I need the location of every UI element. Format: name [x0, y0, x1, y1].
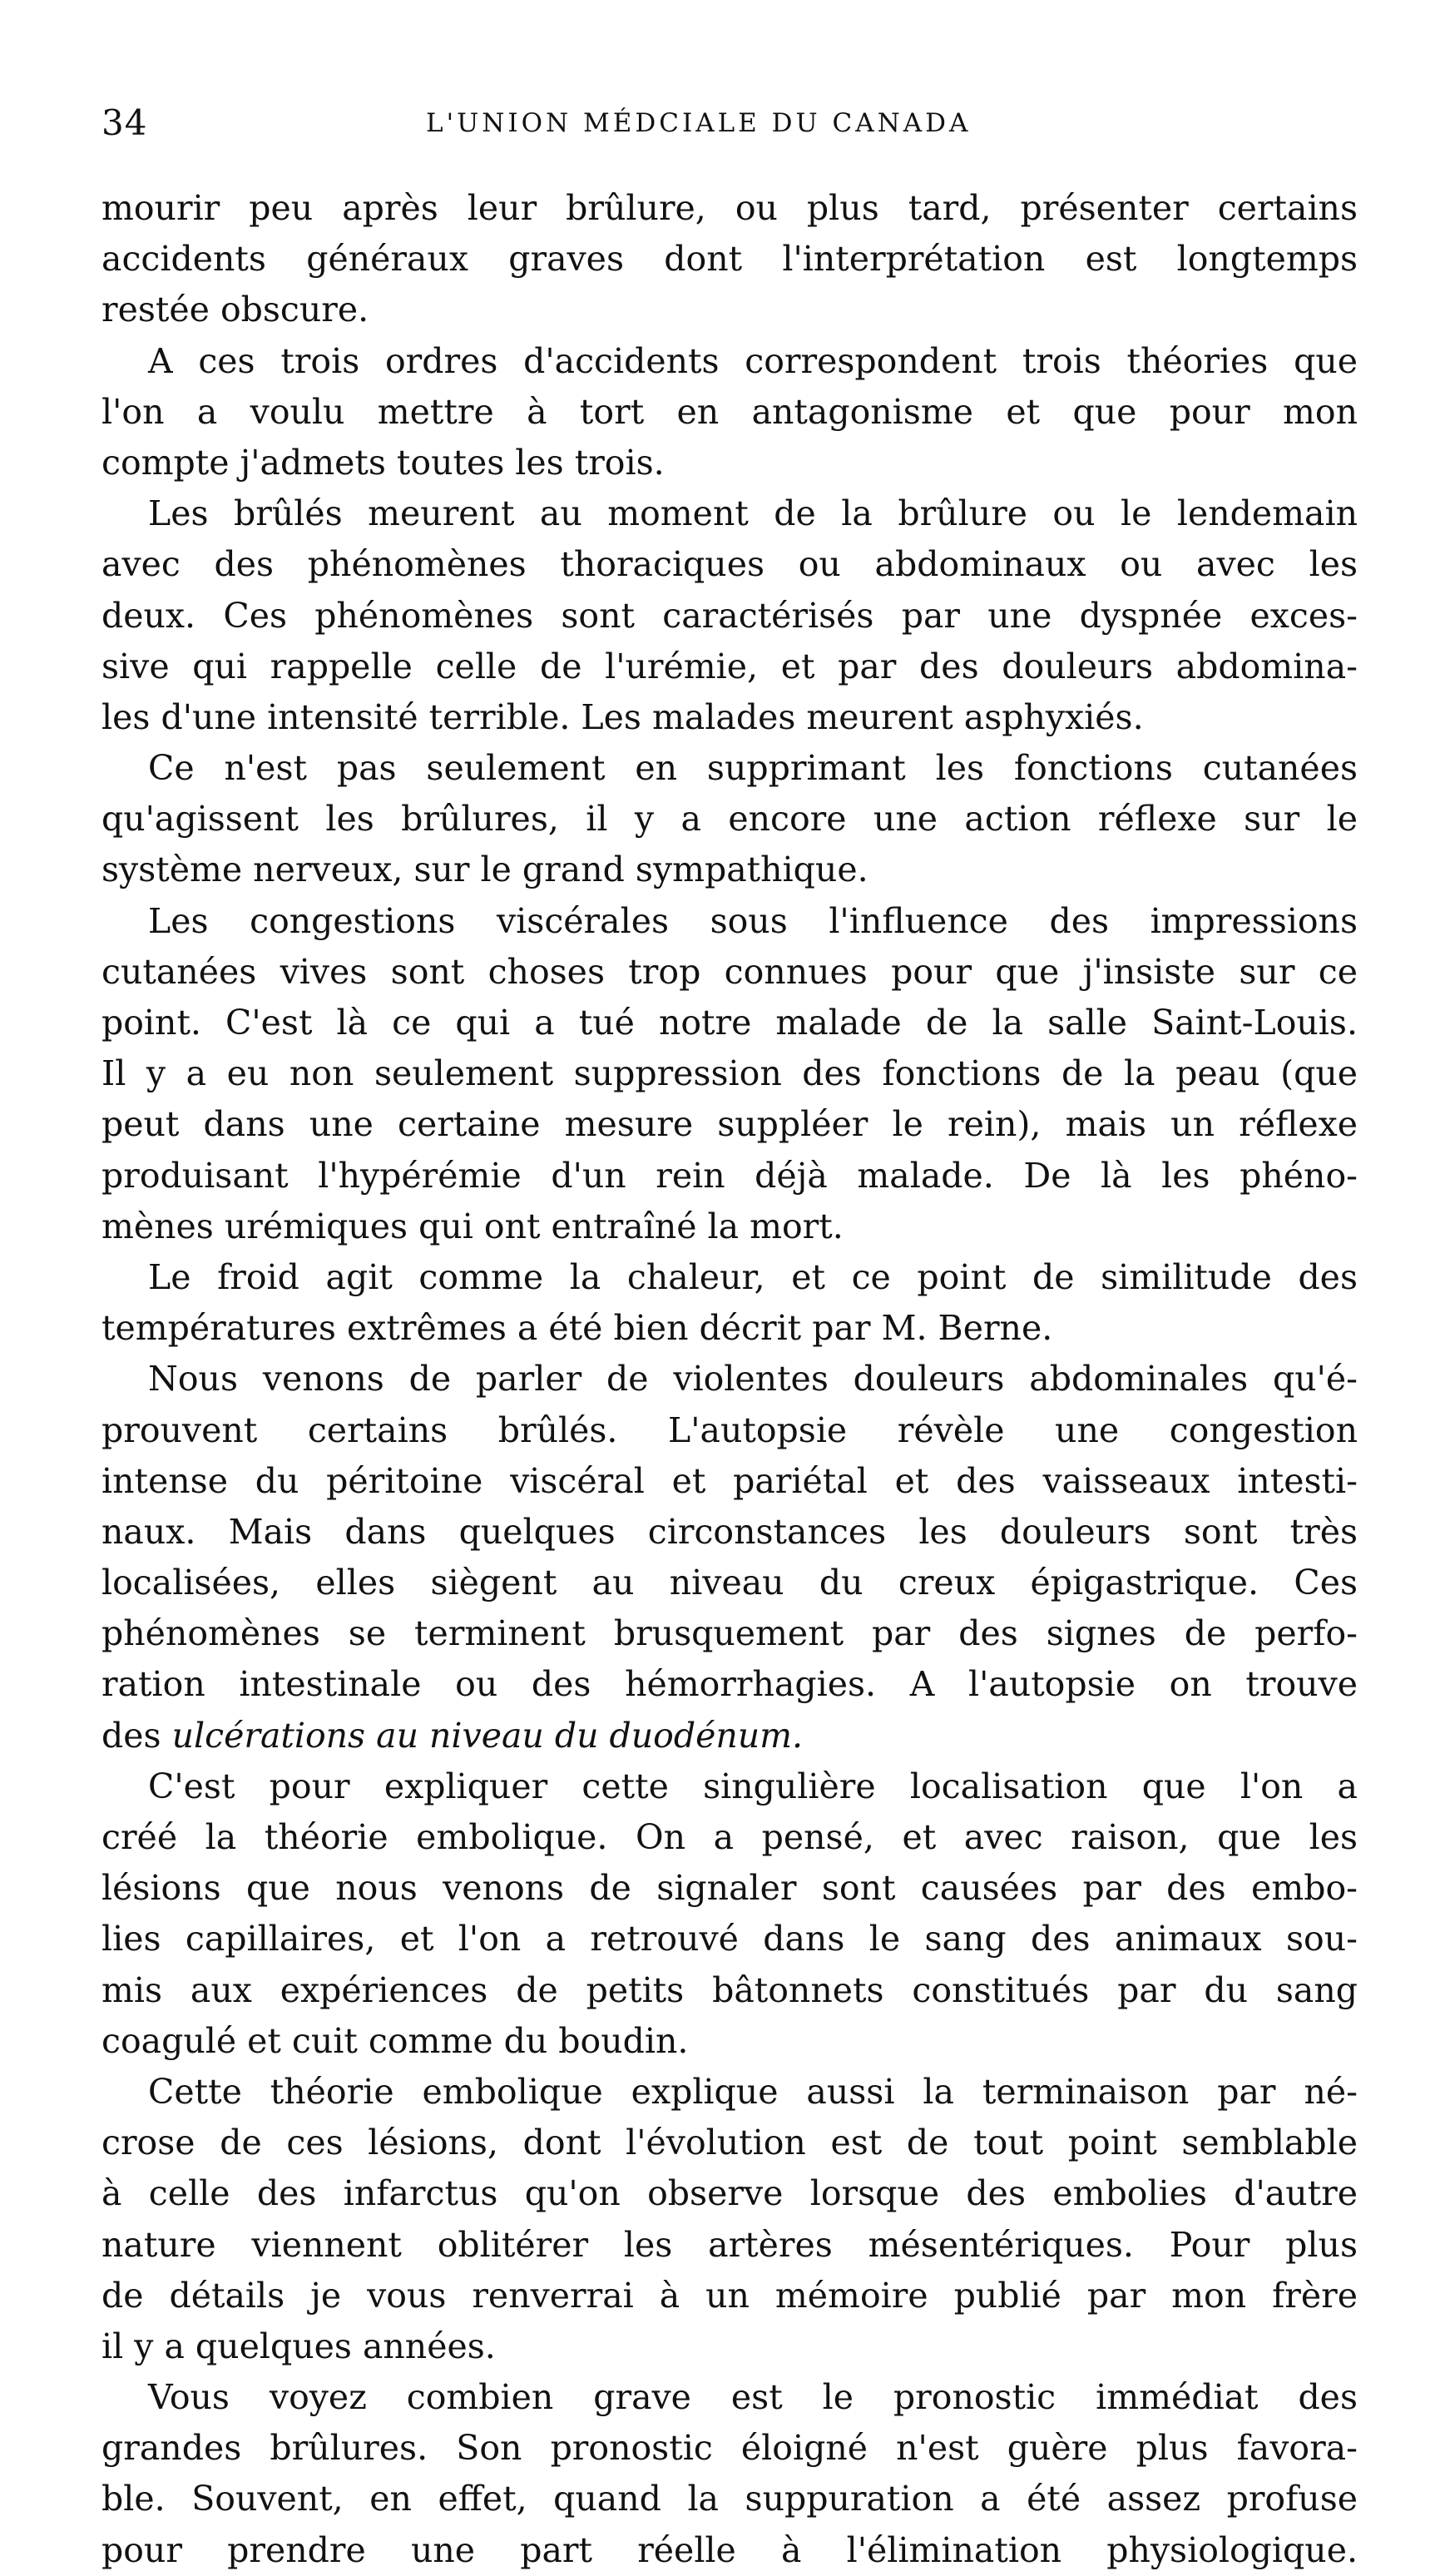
- text-line-content: C'est pour expliquer cette singulière localisation que l'on a: [148, 1766, 1358, 1806]
- body-text: [101, 183, 1358, 2576]
- text-line: [101, 1252, 1358, 1303]
- text-line-content: point. C'est là ce qui a tué notre malade de la salle Saint-Louis.: [101, 1003, 1358, 1043]
- text-line: [101, 998, 1358, 1048]
- text-line: [101, 1507, 1358, 1558]
- text-line: [101, 896, 1358, 947]
- text-line-content: Le froid agit comme la chaleur, et ce point de similitude des: [148, 1256, 1358, 1297]
- text-line: [101, 1761, 1358, 1812]
- text-line-content: à celle des infarctus qu'on observe lorsque des embolies d'autre: [101, 2173, 1358, 2214]
- text-line: [101, 2168, 1358, 2219]
- text-line: [101, 1048, 1358, 1099]
- running-title: L'UNION MÉDCIALE DU CANADA: [426, 108, 972, 138]
- text-line-content: ration intestinale ou des hémorrhagies. A l'autopsie on trouve: [101, 1664, 1358, 1705]
- text-line: [101, 1659, 1358, 1710]
- text-line-content: compte j'admets toutes les trois.: [101, 442, 665, 483]
- text-line: [101, 234, 1358, 285]
- text-line-content: lésions que nous venons de signaler sont causées par des embo-: [101, 1868, 1358, 1909]
- text-line: [101, 1201, 1358, 1252]
- text-line-content: il y a quelques années.: [101, 2326, 496, 2366]
- text-line: [101, 1711, 1358, 1761]
- text-line-content: nature viennent oblitérer les artères mésentériques. Pour plus: [101, 2224, 1358, 2265]
- text-line: [101, 2423, 1358, 2474]
- text-line: [101, 1151, 1358, 1201]
- text-line-content: lies capillaires, et l'on a retrouvé dans le sang des animaux sou-: [101, 1919, 1358, 1959]
- text-line: [101, 539, 1358, 590]
- text-line-content: températures extrêmes a été bien décrit par M. Berne.: [101, 1308, 1053, 1349]
- text-line-content: des: [101, 1715, 172, 1756]
- text-line-content: deux. Ces phénomènes sont caractérisés par une dyspnée exces-: [101, 595, 1358, 636]
- text-line: [101, 947, 1358, 998]
- text-line: [101, 591, 1358, 642]
- page-number: 34: [101, 102, 148, 143]
- text-line-content: A ces trois ordres d'accidents correspondent trois théories que: [148, 340, 1358, 381]
- text-line: [101, 2372, 1358, 2423]
- text-line-content: peut dans une certaine mesure suppléer le rein), mais un réflexe: [101, 1104, 1358, 1145]
- text-line-content: Cette théorie embolique explique aussi la terminaison par né-: [148, 2071, 1358, 2112]
- text-line: [101, 2067, 1358, 2118]
- text-line-content: Vous voyez combien grave est le pronostic immédiat des: [148, 2377, 1358, 2418]
- text-line: [101, 2321, 1358, 2372]
- text-line-content: système nerveux, sur le grand sympathique.: [101, 850, 868, 890]
- text-line-content: avec des phénomènes thoraciques ou abdominaux ou avec les: [101, 544, 1358, 585]
- text-line: [101, 1965, 1358, 2016]
- text-line-content: coagulé et cuit comme du boudin.: [101, 2020, 689, 2061]
- text-line-content: accidents généraux graves dont l'interprétation est longtemps: [101, 239, 1358, 280]
- text-line: [101, 743, 1358, 794]
- text-line-content: Ce n'est pas seulement en supprimant les fonctions cutanées: [148, 748, 1358, 789]
- text-line-content: les d'une intensité terrible. Les malades meurent asphyxiés.: [101, 696, 1144, 737]
- text-line: [101, 1812, 1358, 1863]
- page-header: [101, 98, 1358, 148]
- text-line-content: produisant l'hypérémie d'un rein déjà malade. De là les phéno-: [101, 1155, 1358, 1196]
- text-line: [101, 845, 1358, 895]
- text-line-content: cutanées vives sont choses trop connues pour que j'insiste sur ce: [101, 951, 1358, 992]
- text-line-content: Il y a eu non seulement suppression des fonctions de la peau (que: [101, 1053, 1358, 1094]
- text-line-content: intense du péritoine viscéral et pariétal et des vaisseaux intesti-: [101, 1460, 1358, 1501]
- text-line: [101, 387, 1358, 438]
- text-line-content: sive qui rappelle celle de l'urémie, et par des douleurs abdomina-: [101, 646, 1358, 686]
- text-line-content: de détails je vous renverrai à un mémoire publié par mon frère: [101, 2275, 1358, 2316]
- text-line-content: naux. Mais dans quelques circonstances les douleurs sont très: [101, 1511, 1358, 1552]
- text-line: [101, 438, 1358, 488]
- text-line: [101, 488, 1358, 539]
- text-line-content: restée obscure.: [101, 290, 369, 330]
- text-line: [101, 1558, 1358, 1608]
- text-line: [101, 1863, 1358, 1914]
- text-line-content: grandes brûlures. Son pronostic éloigné n'est guère plus favora-: [101, 2428, 1358, 2469]
- text-line-content: l'on a voulu mettre à tort en antagonisme et que pour mon: [101, 391, 1358, 432]
- text-line-content: crose de ces lésions, dont l'évolution est de tout point semblable: [101, 2123, 1358, 2163]
- text-line: [101, 2474, 1358, 2524]
- text-line-content: qu'agissent les brûlures, il y a encore une action réflexe sur le: [101, 799, 1358, 840]
- text-line-content: créé la théorie embolique. On a pensé, et avec raison, que les: [101, 1817, 1358, 1857]
- italic-text: ulcérations au niveau du duodénum.: [171, 1715, 804, 1756]
- text-line-content: Nous venons de parler de violentes douleurs abdominales qu'é-: [148, 1359, 1358, 1399]
- text-line: [101, 336, 1358, 387]
- text-line-content: mènes urémiques qui ont entraîné la mort.: [101, 1206, 844, 1246]
- text-line-content: prouvent certains brûlés. L'autopsie révèle une congestion: [101, 1409, 1358, 1450]
- text-line-content: phénomènes se terminent brusquement par des signes de perfo-: [101, 1613, 1358, 1654]
- text-line-content: mis aux expériences de petits bâtonnets constitués par du sang: [101, 1969, 1358, 2010]
- text-line: [101, 2118, 1358, 2168]
- text-line: [101, 285, 1358, 335]
- text-line: [101, 183, 1358, 234]
- text-line-content: Les congestions viscérales sous l'influence des impressions: [148, 900, 1358, 941]
- text-line: [101, 1405, 1358, 1456]
- text-line: [101, 1914, 1358, 1964]
- text-line: [101, 2016, 1358, 2067]
- text-line: [101, 1099, 1358, 1150]
- text-line: [101, 794, 1358, 845]
- text-line: [101, 1456, 1358, 1507]
- text-line-content: Les brûlés meurent au moment de la brûlure ou le lendemain: [148, 493, 1358, 534]
- text-line-content: localisées, elles siègent au niveau du creux épigastrique. Ces: [101, 1563, 1358, 1603]
- text-line: [101, 1608, 1358, 1659]
- text-line: [101, 2220, 1358, 2271]
- text-line: [101, 1303, 1358, 1354]
- text-line-content: mourir peu après leur brûlure, ou plus tard, présenter certains: [101, 188, 1358, 228]
- text-line: [101, 2525, 1358, 2576]
- text-line: [101, 1354, 1358, 1404]
- text-line-content: ble. Souvent, en effet, quand la suppuration a été assez profuse: [101, 2479, 1358, 2519]
- text-line: [101, 2271, 1358, 2321]
- text-line: [101, 692, 1358, 743]
- text-line-content: pour prendre une part réelle à l'élimination physiologique.: [101, 2529, 1358, 2570]
- text-line: [101, 642, 1358, 692]
